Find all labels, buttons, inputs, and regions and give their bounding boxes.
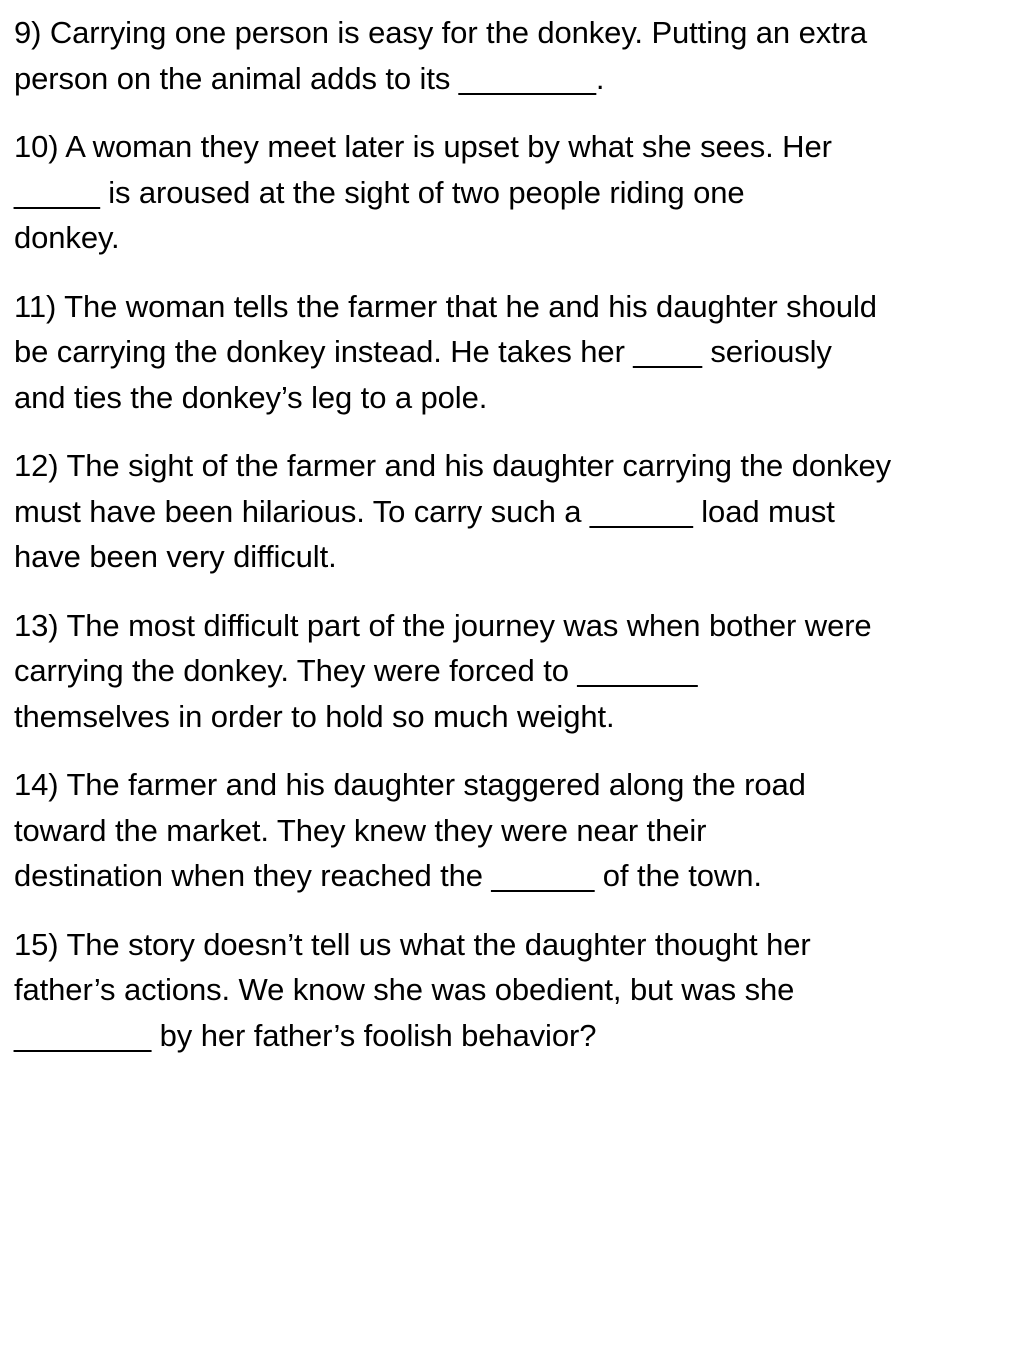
- question-13-line-1: 13) The most difficult part of the journey was when bother were: [14, 607, 872, 643]
- question-14: [14, 762, 1010, 899]
- question-10-line-2: _____ is aroused at the sight of two people riding one: [14, 174, 745, 210]
- question-13-line-3: themselves in order to hold so much weight.: [14, 698, 615, 734]
- question-11-line-3: and ties the donkey’s leg to a pole.: [14, 379, 488, 415]
- question-12: [14, 443, 1010, 580]
- question-11-line-2: be carrying the donkey instead. He takes her ____ seriously: [14, 334, 832, 369]
- question-12-line-3: have been very difficult.: [14, 539, 337, 574]
- question-15-line-2: father’s actions. We know she was obedient, but was she: [14, 972, 795, 1007]
- question-14-line-2: toward the market. They knew they were near their: [14, 812, 707, 848]
- question-9-line-1: 9) Carrying one person is easy for the donkey. Putting an extra: [14, 15, 867, 50]
- question-14-line-1: 14) The farmer and his daughter staggered along the road: [14, 767, 806, 802]
- question-11: [14, 284, 1010, 421]
- question-15-line-1: 15) The story doesn’t tell us what the daughter thought her: [14, 926, 811, 962]
- question-12-line-2: must have been hilarious. To carry such a ______ load must: [14, 493, 835, 529]
- question-10-line-3: donkey.: [14, 220, 120, 255]
- question-14-line-3: destination when they reached the ______ of the town.: [14, 858, 762, 893]
- question-13: [14, 603, 1010, 740]
- question-10: [14, 124, 1010, 261]
- question-10-line-1: 10) A woman they meet later is upset by what she sees. Her: [14, 129, 832, 164]
- question-9: [14, 10, 1010, 101]
- question-12-line-1: 12) The sight of the farmer and his daughter carrying the donkey: [14, 448, 892, 483]
- question-15: [14, 922, 1010, 1059]
- question-9-line-2: person on the animal adds to its ________.: [14, 60, 605, 96]
- question-11-line-1: 11) The woman tells the farmer that he and his daughter should: [14, 288, 877, 324]
- question-15-line-3: ________ by her father’s foolish behavior?: [14, 1017, 597, 1053]
- question-13-line-2: carrying the donkey. They were forced to _______: [14, 653, 698, 688]
- question-list: [14, 10, 1010, 1081]
